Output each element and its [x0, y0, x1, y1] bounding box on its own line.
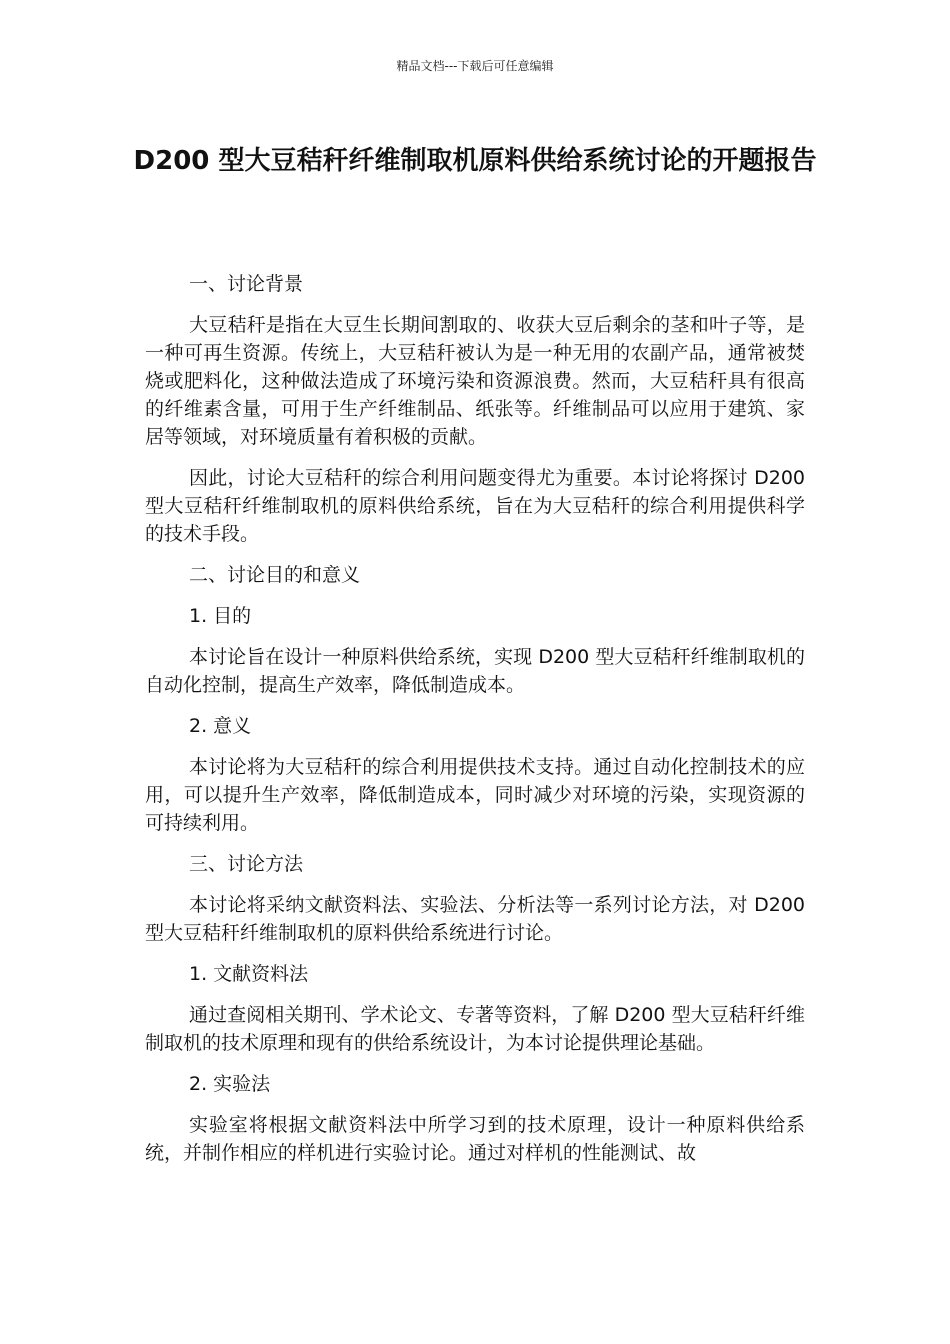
document-title: D200 型大豆秸秆纤维制取机原料供给系统讨论的开题报告 [133, 146, 817, 176]
paragraph: 本讨论将采纳文献资料法、实验法、分析法等一系列讨论方法，对 D200 型大豆秸秆纤维制取机的原料供给系统进行讨论。 [145, 894, 805, 944]
paragraph: 本讨论旨在设计一种原料供给系统，实现 D200 型大豆秸秆纤维制取机的自动化控制，提高生产效率，降低制造成本。 [145, 646, 805, 696]
header-note: 精品文档---下载后可任意编辑 [396, 59, 554, 73]
subsection-heading: 2. 实验法 [189, 1073, 271, 1095]
paragraph: 实验室将根据文献资料法中所学习到的技术原理，设计一种原料供给系统，并制作相应的样机进行实验讨论。通过对样机的性能测试、故 [145, 1114, 805, 1164]
paragraph: 因此，讨论大豆秸秆的综合利用问题变得尤为重要。本讨论将探讨 D200 型大豆秸秆纤维制取机的原料供给系统，旨在为大豆秸秆的综合利用提供科学的技术手段。 [145, 467, 805, 545]
section-heading: 三、讨论方法 [189, 853, 304, 875]
subsection-heading: 1. 目的 [189, 605, 252, 627]
document-body [145, 270, 805, 1180]
paragraph: 通过查阅相关期刊、学术论文、专著等资料，了解 D200 型大豆秸秆纤维制取机的技术原理和现有的供给系统设计，为本讨论提供理论基础。 [145, 1004, 805, 1054]
paragraph: 本讨论将为大豆秸秆的综合利用提供技术支持。通过自动化控制技术的应用，可以提升生产效率，降低制造成本，同时减少对环境的污染，实现资源的可持续利用。 [145, 756, 805, 834]
subsection-heading: 1. 文献资料法 [189, 963, 309, 985]
section-heading: 一、讨论背景 [189, 273, 304, 295]
subsection-heading: 2. 意义 [189, 715, 252, 737]
section-heading: 二、讨论目的和意义 [189, 564, 361, 586]
paragraph: 大豆秸秆是指在大豆生长期间割取的、收获大豆后剩余的茎和叶子等，是一种可再生资源。传统上，大豆秸秆被认为是一种无用的农副产品，通常被焚烧或肥料化，这种做法造成了环境污染和资源浪费。然而，大豆秸秆具有很高的纤维素含量，可用于生产纤维制品、纸张等。纤维制品可以应用于建筑、家居等领域，对环境质量有着积极的贡献。 [145, 314, 805, 448]
